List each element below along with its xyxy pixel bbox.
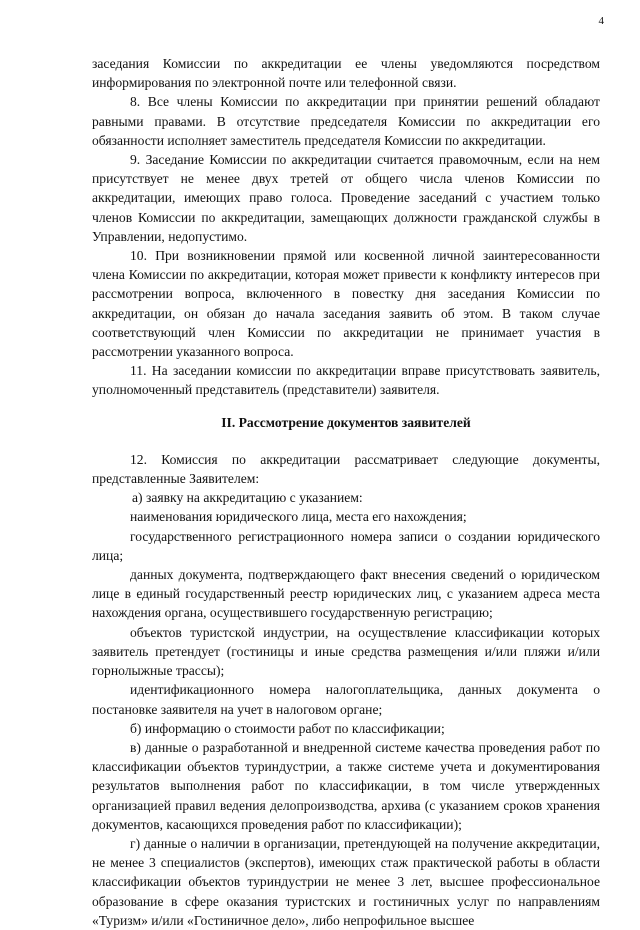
list-item-b: б) информацию о стоимости работ по классификации; — [130, 720, 445, 736]
list-subitem-taxpayer-number: идентификационного номера налогоплательщика, данных документа о постановке заявителя на учет в налоговом органе; — [92, 682, 600, 717]
list-subitem-name: наименования юридического лица, места его нахождения; — [130, 509, 467, 525]
paragraph-item-11: 11. На заседании комиссии по аккредитации вправе присутствовать заявитель, уполномоченный представитель (представители) заявителя. — [92, 363, 600, 398]
page-number: 4 — [598, 15, 604, 27]
list-subitem-registration-number: государственного регистрационного номера записи о создании юридического лица; — [92, 528, 600, 563]
list-item-v: в) данные о разработанной и внедренной системе качества проведения работ по классификации объектов туриндустрии, а также системе учета и документирования результатов выполнения работ по классификации, в том числе утвержденных организацией правил ведения делопроизводства, архива (с указанием сроков хранения документов, касающихся проведения работ по классификации); — [92, 739, 600, 832]
list-item-g: г) данные о наличии в организации, претендующей на получение аккредитации, не менее 3 специалистов (экспертов), имеющих стаж практической работы в области классификации объектов туриндустрии не менее 3 лет, высшее профессиональное образование в сфере оказания туристских и гостиничных услуг по направлениям «Туризм» и/или «Гостиничное дело», либо непрофильное высшее — [92, 835, 600, 928]
list-subitem-registry-document: данных документа, подтверждающего факт внесения сведений о юридическом лице в единый государственный реестр юридических лиц, с указанием адреса места нахождения органа, осуществившего государственную регистрацию; — [92, 567, 600, 621]
list-item-a: а) заявку на аккредитацию с указанием: — [132, 490, 363, 506]
paragraph-item-12: 12. Комиссия по аккредитации рассматривает следующие документы, представленные Заявителем: — [92, 451, 600, 487]
paragraph-item-8: 8. Все члены Комиссии по аккредитации при принятии решений обладают равными правами. В отсутствие председателя Комиссии по аккредитации его обязанности исполняет заместитель председателя Комиссии по аккредитации. — [92, 94, 600, 148]
document-body — [92, 54, 600, 930]
paragraph-item-10: 10. При возникновении прямой или косвенной личной заинтересованности члена Комиссии по аккредитации, которая может привести к конфликту интересов при рассмотрении вопроса, включенного в повестку дня заседания Комиссии по аккредитации, он обязан до начала заседания заявить об этом. В таком случае соответствующий член Комиссии по аккредитации не принимает участия в рассмотрении указанного вопроса. — [92, 248, 600, 360]
list-subitem-tourism-objects: объектов туристской индустрии, на осуществление классификации которых заявитель претендует (гостиницы и иные средства размещения и/или пляжи и/или горнолыжные трассы); — [92, 624, 600, 679]
paragraph-item-9: 9. Заседание Комиссии по аккредитации считается правомочным, если на нем присутствует не менее двух третей от общего числа членов Комиссии по аккредитации, имеющих право голоса. Проведение заседаний с участием только членов Комиссии по аккредитации, замещающих должности гражданской службы в Управлении, недопустимо. — [92, 152, 600, 244]
section-heading: II. Рассмотрение документов заявителей — [221, 414, 471, 430]
paragraph-continuation: заседания Комиссии по аккредитации ее члены уведомляются посредством информирования по электронной почте или телефонной связи. — [92, 56, 600, 91]
